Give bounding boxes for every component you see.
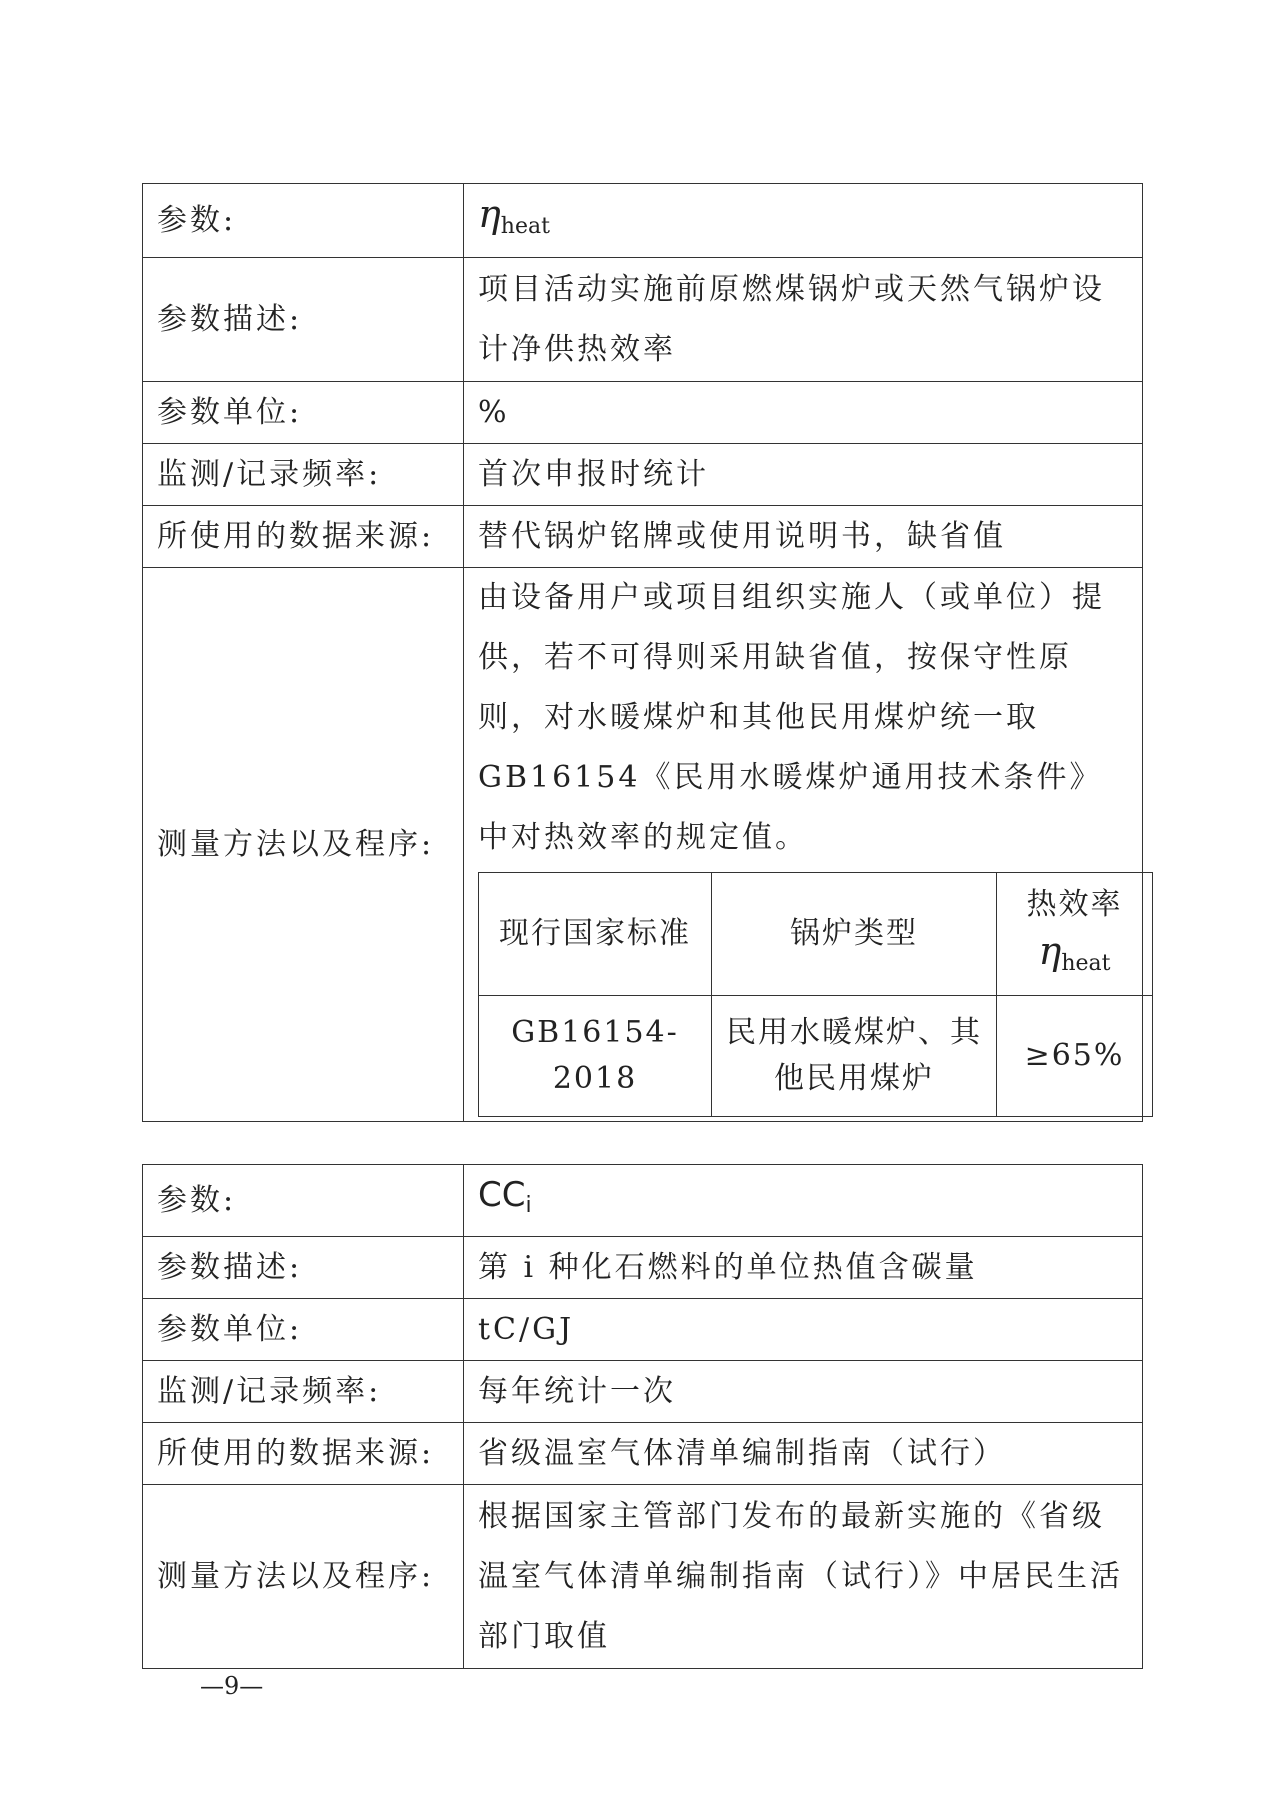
method-text: 由设备用户或项目组织实施人（或单位）提供，若不可得则采用缺省值，按保守性原则，对水暖煤炉和其他民用煤炉统一取GB16154《民用水暖煤炉通用技术条件》中对热效率的规定值。 bbox=[478, 580, 1105, 855]
parameter-table-eta-heat bbox=[142, 183, 1143, 1122]
desc-label: 参数描述: bbox=[143, 1237, 464, 1299]
frequency-label: 监测/记录频率: bbox=[143, 444, 464, 506]
header-boiler-type: 锅炉类型 bbox=[712, 873, 997, 996]
desc-value: 第 i 种化石燃料的单位热值含碳量 bbox=[464, 1237, 1143, 1299]
method-cell bbox=[464, 568, 1143, 1122]
data-source-value: 替代锅炉铭牌或使用说明书，缺省值 bbox=[464, 506, 1143, 568]
cell-boiler-type: 民用水暖煤炉、其他民用煤炉 bbox=[712, 996, 997, 1117]
unit-value: % bbox=[464, 382, 1143, 444]
frequency-label: 监测/记录频率: bbox=[143, 1361, 464, 1423]
cell-standard: GB16154-2018 bbox=[479, 996, 712, 1117]
header-standard: 现行国家标准 bbox=[479, 873, 712, 996]
unit-label: 参数单位: bbox=[143, 1299, 464, 1361]
unit-value: tC/GJ bbox=[464, 1299, 1143, 1361]
cc-subscript: i bbox=[525, 1193, 532, 1218]
cc-symbol: CC bbox=[478, 1175, 526, 1215]
data-source-label: 所使用的数据来源: bbox=[143, 1423, 464, 1485]
unit-label: 参数单位: bbox=[143, 382, 464, 444]
param-label: 参数: bbox=[143, 184, 464, 258]
eta-subscript: heat bbox=[1061, 950, 1111, 976]
eta-symbol: η bbox=[478, 192, 501, 236]
eta-subscript: heat bbox=[500, 214, 550, 239]
method-label: 测量方法以及程序: bbox=[143, 568, 464, 1122]
desc-label: 参数描述: bbox=[143, 258, 464, 382]
param-label: 参数: bbox=[143, 1165, 464, 1237]
cell-efficiency: ≥65% bbox=[997, 996, 1153, 1117]
data-source-value: 省级温室气体清单编制指南（试行） bbox=[464, 1423, 1143, 1485]
method-label: 测量方法以及程序: bbox=[143, 1485, 464, 1669]
method-text: 根据国家主管部门发布的最新实施的《省级温室气体清单编制指南（试行）》中居民生活部门取值 bbox=[464, 1485, 1143, 1669]
page-number: —9— bbox=[200, 1672, 264, 1700]
frequency-value: 每年统计一次 bbox=[464, 1361, 1143, 1423]
param-value bbox=[464, 184, 1143, 258]
param-value bbox=[464, 1165, 1143, 1237]
header-efficiency bbox=[997, 873, 1153, 996]
desc-value: 项目活动实施前原燃煤锅炉或天然气锅炉设计净供热效率 bbox=[464, 258, 1143, 382]
header-efficiency-label: 热效率 bbox=[1026, 886, 1123, 922]
data-source-label: 所使用的数据来源: bbox=[143, 506, 464, 568]
efficiency-standard-table bbox=[478, 872, 1153, 1117]
frequency-value: 首次申报时统计 bbox=[464, 444, 1143, 506]
eta-symbol: η bbox=[1038, 928, 1062, 973]
parameter-table-cc-i bbox=[142, 1164, 1143, 1669]
